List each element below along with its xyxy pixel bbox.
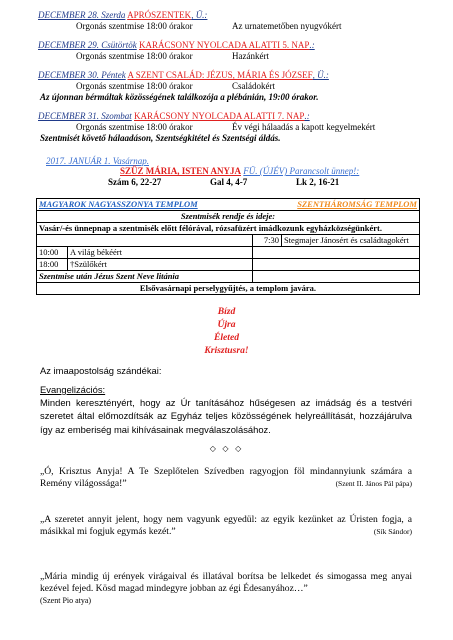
- entry-2-mass: Orgonás szentmise 18:00 órakor: [76, 51, 193, 61]
- entry-1-intention: Az urnatemetőben nyugvókért: [232, 21, 342, 31]
- entry-date: DECEMBER 28. Szerda: [38, 10, 126, 20]
- intention-cell: A világ békéért: [68, 247, 253, 259]
- intention-cell: †Szülőkért: [68, 259, 253, 271]
- prayer-heading: Az imaapostolság szándékai:: [40, 365, 162, 376]
- quote-author: (Sík Sándor): [373, 527, 412, 536]
- entry-suffix: .:: [304, 111, 310, 121]
- motto-line: Bízd: [217, 306, 236, 317]
- quote-1: [40, 466, 412, 490]
- empty-cell: [252, 259, 419, 271]
- mass-schedule-table: [36, 198, 420, 295]
- church-right-cell: [252, 199, 419, 211]
- entry-4-header: [38, 111, 310, 121]
- sunday-feast: SZŰZ MÁRIA, ISTEN ANYJA: [120, 166, 242, 176]
- entry-4-mass: Orgonás szentmise 18:00 órakor: [76, 122, 193, 132]
- entry-4-note: Szentmisét követő hálaadáson, Szentségkitétel és Szentségi áldás.: [40, 133, 281, 143]
- entry-feast: KARÁCSONY NYOLCADA ALATTI 7. NAP: [134, 111, 305, 121]
- entry-feast: APRÓSZENTEK: [127, 10, 192, 20]
- entry-feast: A SZENT CSALÁD: JÉZUS, MÁRIA ÉS JÓZSEF: [127, 70, 313, 80]
- quote-text: „Ó, Krisztus Anyja! A Te Szeplőtelen Szívedben ragyogjon föl mindannyiunk számára a Remény világossága!”: [40, 466, 412, 489]
- reading-3: Lk 2, 16-21: [296, 177, 340, 187]
- prayer-text: Minden keresztényért, hogy az Úr tanításához hűségesen az imádság és a testvéri szeretet által előmozdítsák az Egyház teljes közösségének helyreállítását, hozzájárulva így az emberiség mai kihívásainak megválaszolásához.: [40, 397, 412, 435]
- entry-feast: KARÁCSONY NYOLCADA ALATTI 5. NAP: [139, 40, 310, 50]
- church-right: SZENTHÁROMSÁG TEMPLOM: [297, 199, 417, 209]
- table-row: Vasár/-és ünnepnap a szentmisék előtt félórával, rózsafüzért imádkozunk egyházközségünkért.: [37, 223, 420, 235]
- quote-2: [40, 514, 412, 538]
- time-cell: 10:00: [37, 247, 68, 259]
- entry-suffix: .:: [309, 40, 315, 50]
- quote-author: (Szent II. János Pál pápa): [335, 479, 412, 488]
- quote-3: [40, 571, 412, 607]
- entry-3-note: Az újonnan bérmáltak közösségének találkozója a plébánián, 19:00 órakor.: [40, 92, 319, 102]
- table-row: Szentmise után Jézus Szent Neve litánia: [37, 271, 253, 283]
- intention-cell: Stegmajer Jánosért és családtagokért: [281, 235, 419, 247]
- motto-line: Életed: [213, 332, 240, 343]
- entry-3-mass: Orgonás szentmise 18:00 órakor: [76, 81, 193, 91]
- reading-2: Gal 4, 4-7: [210, 177, 248, 187]
- quote-text: „A szeretet annyit jelent, hogy nem vagyunk egyedül: az egyik kezünket az Úristen fogja, a másikkal mi fogjuk egymás kezét.”: [40, 514, 412, 537]
- table-row: Elsővasárnapi perselygyűjtés, a templom javára.: [37, 283, 420, 295]
- motto-line: Krisztusra!: [204, 345, 249, 356]
- entry-2-intention: Hazánkért: [232, 51, 269, 61]
- prayer-subheading: Evangelizációs:: [40, 384, 106, 395]
- sunday-rank: FÜ. (ÚJÉV) Parancsolt ünnep!:: [243, 166, 360, 176]
- entry-date: DECEMBER 29. Csütörtök: [38, 40, 137, 50]
- entry-1-header: [38, 10, 207, 20]
- separator-icon: ◇ ◇ ◇: [209, 444, 244, 453]
- empty-cell: [37, 235, 253, 247]
- church-left-cell: [37, 199, 253, 211]
- motto-line: Újra: [217, 319, 236, 330]
- entry-3-header: [38, 70, 329, 80]
- sunday-date-text: 2017. JANUÁR 1. Vasárnap.: [46, 156, 149, 166]
- table-header-row: [37, 199, 420, 211]
- sunday-date: [46, 156, 149, 166]
- entry-4-intention: Év végi hálaadás a kapott kegyelmekért: [232, 122, 376, 132]
- quote-text: „Mária mindig új erények virágaival és illatával borítsa be lelkedet és simogassa meg anyai kezével fejed. Kösd magad mindegyre jobban az égi Édesanyához…”: [40, 571, 412, 594]
- time-cell: 18:00: [37, 259, 68, 271]
- entry-date: DECEMBER 31. Szombat: [38, 111, 132, 121]
- empty-cell: [252, 271, 419, 283]
- entry-2-header: [38, 40, 315, 50]
- empty-cell: [252, 247, 419, 259]
- time-cell: 7:30: [252, 235, 281, 247]
- order-title: Szentmisék rendje és ideje:: [37, 211, 420, 223]
- church-left: MAGYAROK NAGYASSZONYA TEMPLOM: [39, 199, 198, 209]
- quote-author: (Szent Pio atya): [40, 596, 92, 605]
- entry-suffix: , Ü.:: [191, 10, 208, 20]
- entry-1-mass: Orgonás szentmise 18:00 órakor: [76, 21, 193, 31]
- entry-3-intention: Családokért: [232, 81, 275, 91]
- entry-date: DECEMBER 30. Péntek: [38, 70, 126, 80]
- sunday-feast-line: [120, 166, 359, 176]
- motto: [0, 305, 453, 357]
- entry-suffix: , Ü.:: [312, 70, 329, 80]
- reading-1: Szám 6, 22-27: [108, 177, 162, 187]
